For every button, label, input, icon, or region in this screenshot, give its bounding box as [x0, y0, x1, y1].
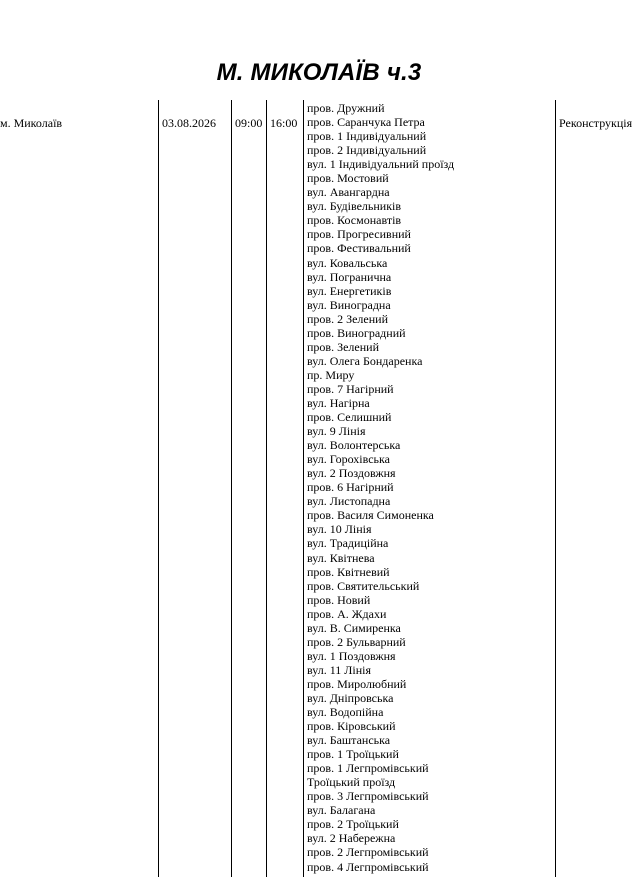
street-item: Троїцький проїзд: [307, 775, 396, 790]
street-item: вул. Будівельників: [307, 199, 402, 214]
street-item: вул. Квітнева: [307, 550, 375, 565]
street-item: вул. Нагірна: [307, 395, 370, 410]
street-item: пров. Селишний: [307, 410, 392, 425]
street-item: вул. 1 Індивідуальний проїзд: [307, 157, 455, 172]
street-item: пров. А. Ждахи: [307, 606, 387, 621]
street-item: вул. Енергетиків: [307, 283, 392, 298]
street-item: пров. Прогресивний: [307, 227, 411, 242]
street-item: пров. 4 Легпромівський: [307, 859, 429, 874]
street-item: вул. Водопійна: [307, 705, 384, 720]
street-item: вул. Баштанська: [307, 733, 391, 748]
street-item: вул. Олега Бондаренка: [307, 353, 423, 368]
street-item: пров. Миролюбний: [307, 676, 407, 691]
street-item: пров. 3 Легпромівський: [307, 789, 429, 804]
street-item: пров. 2 Легпромівський: [307, 845, 429, 860]
street-item: пров. Мостовий: [307, 171, 389, 186]
street-item: пров. Зелений: [307, 339, 380, 354]
street-item: пров. 2 Індивідуальний: [307, 143, 427, 158]
street-item: пров. Святительський: [307, 578, 420, 593]
column-divider: [266, 100, 267, 877]
street-item: пров. 6 Нагірний: [307, 480, 394, 495]
street-item: пров. Фестивальний: [307, 241, 411, 256]
street-item: вул. Авангардна: [307, 185, 390, 200]
street-item: пров. 2 Бульварний: [307, 634, 406, 649]
page-title: М. МИКОЛАЇВ ч.3: [216, 59, 422, 86]
street-item: вул. 11 Лінія: [307, 662, 372, 677]
street-item: вул. Листопадна: [307, 494, 391, 509]
street-item: пров. Саранчука Петра: [307, 115, 425, 130]
street-item: пров. Василя Симоненка: [307, 508, 434, 523]
street-item: вул. 9 Лінія: [307, 424, 366, 439]
street-item: пр. Миру: [307, 367, 355, 382]
column-divider: [555, 100, 556, 877]
time-end-cell: 16:00: [270, 116, 298, 130]
street-item: пров. Дружний: [307, 101, 385, 115]
street-item: пров. 7 Нагірний: [307, 381, 394, 396]
street-item: вул. 10 Лінія: [307, 522, 372, 537]
street-item: вул. Виноградна: [307, 297, 391, 312]
street-item: вул. Горохівська: [307, 452, 391, 467]
street-item: вул. Традиційна: [307, 536, 389, 551]
street-item: вул. Погранична: [307, 269, 392, 284]
street-item: вул. Ковальська: [307, 255, 388, 270]
street-item: пров. 2 Троїцький: [307, 817, 399, 832]
street-item: пров. 2 Зелений: [307, 311, 389, 326]
streets-list: [307, 101, 454, 874]
street-item: вул. Дніпровська: [307, 690, 394, 705]
street-item: пров. Виноградний: [307, 325, 406, 340]
settlement-cell: м. Миколаїв: [0, 116, 63, 130]
street-item: вул. 1 Поздовжня: [307, 648, 396, 663]
street-item: пров. 1 Троїцький: [307, 747, 399, 762]
street-item: вул. В. Симиренка: [307, 620, 401, 635]
street-item: вул. 2 Поздовжня: [307, 466, 396, 481]
column-divider: [231, 100, 232, 877]
street-item: пров. Космонавтів: [307, 213, 402, 228]
street-item: пров. Кіровський: [307, 719, 396, 734]
street-item: пров. Новий: [307, 592, 371, 607]
date-cell: 03.08.2026: [162, 116, 216, 130]
street-item: пров. 1 Індивідуальний: [307, 129, 427, 144]
street-item: пров. 1 Легпромівський: [307, 761, 429, 776]
street-item: вул. 2 Набережна: [307, 831, 396, 846]
street-item: пров. Квітневий: [307, 564, 390, 579]
time-start-cell: 09:00: [235, 116, 263, 130]
column-divider: [158, 100, 159, 877]
street-item: вул. Волонтерська: [307, 438, 401, 453]
reason-cell: Реконструкція: [559, 116, 633, 130]
column-divider: [303, 100, 304, 877]
street-item: вул. Балагана: [307, 803, 376, 818]
